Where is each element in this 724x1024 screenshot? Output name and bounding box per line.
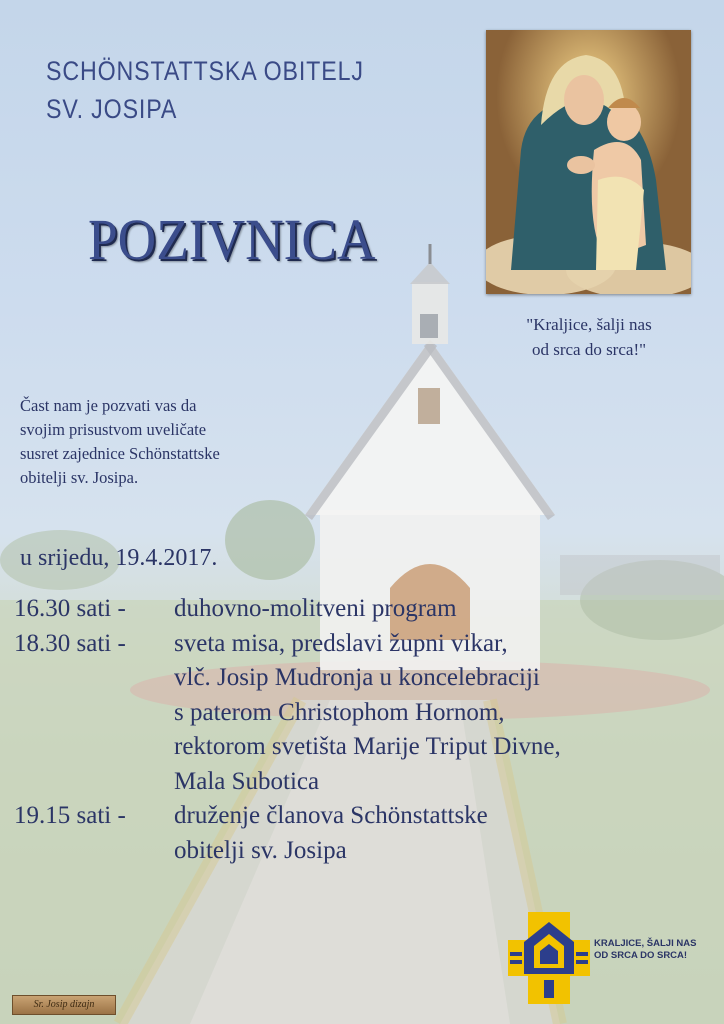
programme-item [14, 799, 714, 868]
programme-line: vlč. Josip Mudronja u koncelebraciji [174, 664, 540, 691]
intro-line4: obitelji sv. Josipa. [20, 468, 139, 487]
event-programme [14, 592, 714, 868]
programme-time: 18.30 sati - [14, 629, 126, 657]
logo-motto-line2: OD SRCA DO SRCA! [594, 950, 688, 961]
programme-line: s paterom Christophom Hornom, [174, 698, 505, 726]
programme-description [174, 627, 714, 800]
programme-item [14, 592, 714, 627]
programme-line: Mala Subotica [174, 767, 320, 795]
madonna-painting [486, 30, 691, 294]
designer-signature: Sr. Josip dizajn [12, 995, 116, 1015]
programme-time: 16.30 sati - [14, 595, 126, 622]
programme-line: duhovno-molitveni program [174, 595, 457, 622]
programme-time: 19.15 sati - [14, 802, 126, 829]
logo-motto [594, 938, 696, 962]
programme-line: sveta misa, predslavi župni vikar, [174, 629, 508, 657]
invitation-intro [20, 394, 310, 490]
programme-item [14, 627, 714, 800]
programme-line: obitelji sv. Josipa [174, 836, 347, 864]
invitation-headline: POZIVNICA [88, 207, 376, 272]
programme-line: druženje članova Schönstattske [174, 802, 488, 829]
intro-line3: susret zajednice Schönstattske [20, 444, 220, 463]
quote-text [494, 312, 684, 362]
quote-line1: "Kraljice, šalji nas [526, 315, 652, 334]
programme-line: rektorom svetišta Marije Triput Divne, [174, 733, 561, 760]
logo-motto-line1: KRALJICE, ŠALJI NAS [594, 938, 697, 949]
org-name-line1: SCHÖNSTATTSKA OBITELJ [46, 56, 364, 86]
intro-line1: Čast nam je pozvati vas da [20, 396, 197, 415]
intro-line2: svojim prisustvom uveličate [20, 420, 207, 439]
organisation-name [46, 52, 364, 128]
event-date: u srijedu, 19.4.2017. [20, 545, 218, 571]
org-name-line2: SV. JOSIPA [46, 94, 178, 124]
programme-description [174, 799, 714, 868]
schoenstatt-logo-icon [508, 912, 590, 1004]
quote-line2: od srca do srca!" [531, 340, 647, 359]
programme-description [174, 592, 714, 627]
